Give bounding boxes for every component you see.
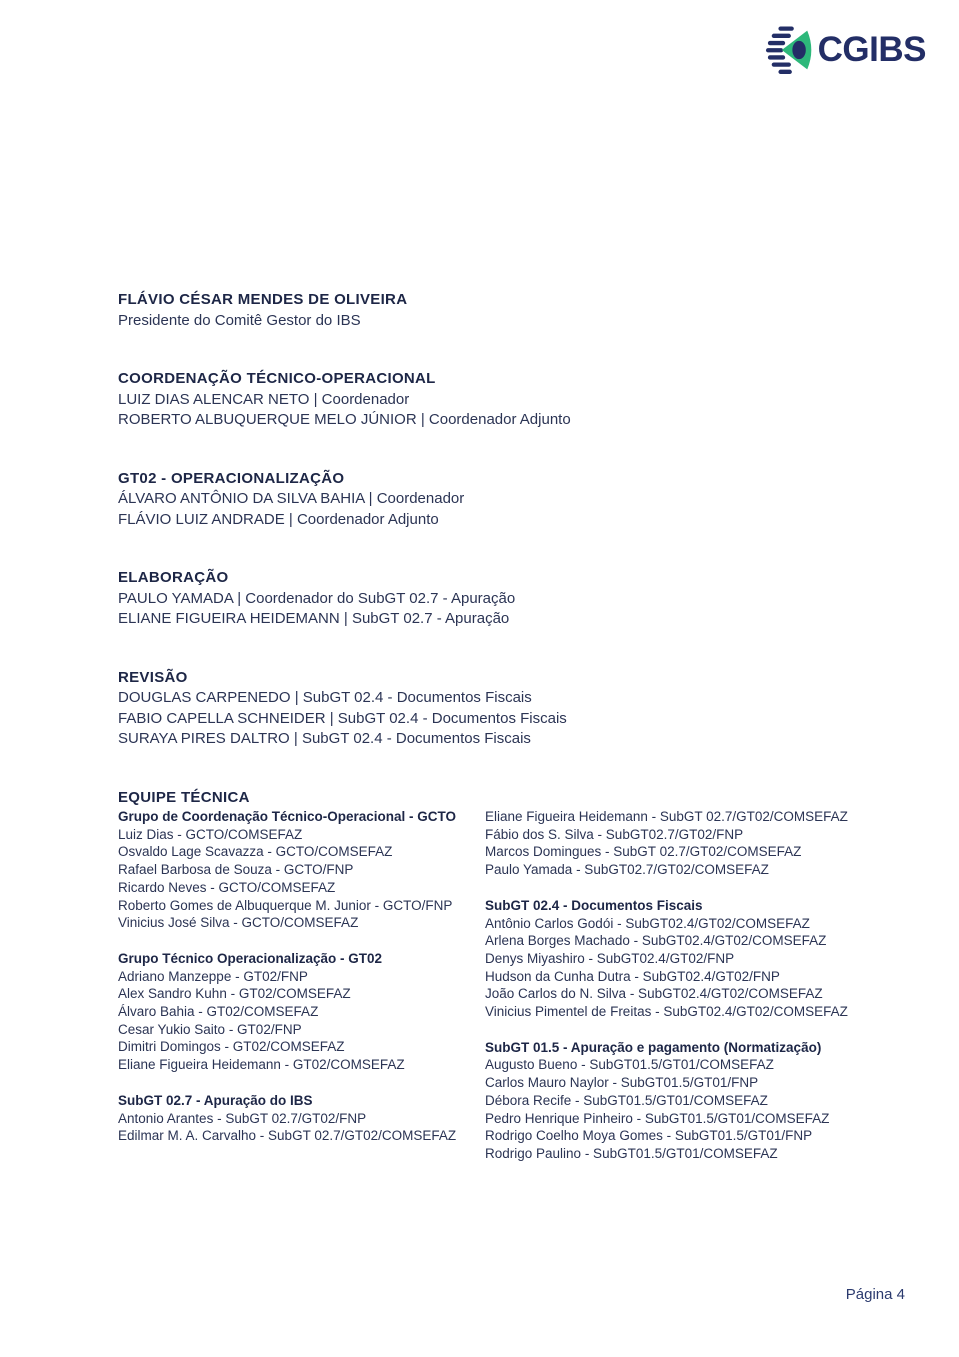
- member-line: Adriano Manzeppe - GT02/FNP: [118, 968, 308, 984]
- member-line: Vinicius Pimentel de Freitas - SubGT02.4/GT02/COMSEFAZ: [485, 1004, 848, 1020]
- member-line: Alex Sandro Kuhn - GT02/COMSEFAZ: [118, 986, 351, 1002]
- member-line: Edilmar M. A. Carvalho - SubGT 02.7/GT02/COMSEFAZ: [118, 1128, 457, 1144]
- credit-line: LUIZ DIAS ALENCAR NETO | Coordenador: [118, 390, 410, 408]
- group-title: SubGT 02.7 - Apuração do IBS: [118, 1092, 313, 1108]
- group-gcto: [118, 808, 485, 932]
- member-line: Rodrigo Coelho Moya Gomes - SubGT01.5/GT01/FNP: [485, 1128, 813, 1144]
- member-line: Ricardo Neves - GCTO/COMSEFAZ: [118, 879, 336, 895]
- member-line: Roberto Gomes de Albuquerque M. Junior - GCTO/FNP: [118, 897, 453, 913]
- section-heading: COORDENAÇÃO TÉCNICO-OPERACIONAL: [118, 370, 436, 387]
- member-line: Luiz Dias - GCTO/COMSEFAZ: [118, 826, 303, 842]
- member-line: Augusto Bueno - SubGT01.5/GT01/COMSEFAZ: [485, 1057, 774, 1073]
- member-line: Arlena Borges Machado - SubGT02.4/GT02/COMSEFAZ: [485, 933, 827, 949]
- member-line: Rafael Barbosa de Souza - GCTO/FNP: [118, 862, 354, 878]
- member-line: Paulo Yamada - SubGT02.7/GT02/COMSEFAZ: [485, 862, 769, 878]
- cgibs-logo: [765, 26, 926, 74]
- credit-line: FLÁVIO LUIZ ANDRADE | Coordenador Adjunto: [118, 510, 439, 528]
- member-line: Eliane Figueira Heidemann - SubGT 02.7/GT02/COMSEFAZ: [485, 809, 848, 824]
- member-line: Álvaro Bahia - GT02/COMSEFAZ: [118, 1004, 319, 1020]
- credit-line: ÁLVARO ANTÔNIO DA SILVA BAHIA | Coordenador: [118, 490, 465, 507]
- credit-line: SURAYA PIRES DALTRO | SubGT 02.4 - Documentos Fiscais: [118, 730, 531, 747]
- equipe-columns: [118, 808, 918, 1181]
- group-subgt-01-5: [485, 1039, 918, 1163]
- credits-content: [118, 290, 918, 1181]
- equipe-column-right: [485, 808, 918, 1181]
- credits-section-coordenacao: [118, 369, 918, 431]
- group-subgt-02-7: [118, 1092, 485, 1145]
- section-heading: GT02 - OPERACIONALIZAÇÃO: [118, 469, 345, 487]
- equipe-heading: EQUIPE TÉCNICA: [118, 788, 250, 806]
- member-line: Eliane Figueira Heidemann - GT02/COMSEFAZ: [118, 1057, 405, 1073]
- group-title: SubGT 02.4 - Documentos Fiscais: [485, 897, 703, 913]
- group-gt02: [118, 950, 485, 1074]
- group-subgt-02-4: [485, 897, 918, 1021]
- member-line: Cesar Yukio Saito - GT02/FNP: [118, 1021, 302, 1037]
- cgibs-logo-icon: [765, 26, 813, 74]
- member-line: Carlos Mauro Naylor - SubGT01.5/GT01/FNP: [485, 1075, 759, 1091]
- member-line: Fábio dos S. Silva - SubGT02.7/GT02/FNP: [485, 826, 744, 842]
- member-line: Denys Miyashiro - SubGT02.4/GT02/FNP: [485, 950, 735, 966]
- member-line: João Carlos do N. Silva - SubGT02.4/GT02/COMSEFAZ: [485, 986, 823, 1002]
- equipe-column-left: [118, 808, 485, 1181]
- credits-section-revisao: [118, 668, 918, 750]
- member-line: Osvaldo Lage Scavazza - GCTO/COMSEFAZ: [118, 844, 393, 860]
- cgibs-logo-text: CGIBS: [817, 30, 926, 69]
- member-line: Vinicius José Silva - GCTO/COMSEFAZ: [118, 915, 359, 931]
- member-line: Antônio Carlos Godói - SubGT02.4/GT02/COMSEFAZ: [485, 915, 810, 931]
- credit-line: Presidente do Comitê Gestor do IBS: [118, 311, 361, 329]
- group-title: SubGT 01.5 - Apuração e pagamento (Normatização): [485, 1039, 822, 1055]
- group-title: Grupo Técnico Operacionalização - GT02: [118, 950, 383, 966]
- credit-line: FABIO CAPELLA SCHNEIDER | SubGT 02.4 - Documentos Fiscais: [118, 709, 567, 727]
- page-number: Página 4: [845, 1286, 905, 1303]
- group-subgt-02-7-continued: [485, 808, 918, 879]
- member-line: Antonio Arantes - SubGT 02.7/GT02/FNP: [118, 1110, 367, 1126]
- member-line: Débora Recife - SubGT01.5/GT01/COMSEFAZ: [485, 1092, 768, 1108]
- credit-line: ELIANE FIGUEIRA HEIDEMANN | SubGT 02.7 - Apuração: [118, 610, 510, 627]
- credits-section-elaboracao: [118, 568, 918, 630]
- credit-line: DOUGLAS CARPENEDO | SubGT 02.4 - Documentos Fiscais: [118, 689, 532, 706]
- credits-section-gt02: [118, 469, 918, 531]
- member-line: Dimitri Domingos - GT02/COMSEFAZ: [118, 1039, 345, 1055]
- section-heading: FLÁVIO CÉSAR MENDES DE OLIVEIRA: [118, 291, 408, 308]
- member-line: Marcos Domingues - SubGT 02.7/GT02/COMSEFAZ: [485, 844, 802, 860]
- credits-section-presidente: [118, 290, 918, 331]
- member-line: Hudson da Cunha Dutra - SubGT02.4/GT02/FNP: [485, 968, 780, 984]
- member-line: Rodrigo Paulino - SubGT01.5/GT01/COMSEFAZ: [485, 1145, 778, 1161]
- credit-line: PAULO YAMADA | Coordenador do SubGT 02.7 - Apuração: [118, 589, 516, 607]
- equipe-tecnica-section: [118, 788, 918, 1181]
- section-heading: REVISÃO: [118, 668, 188, 686]
- section-heading: ELABORAÇÃO: [118, 569, 229, 586]
- member-line: Pedro Henrique Pinheiro - SubGT01.5/GT01/COMSEFAZ: [485, 1110, 830, 1126]
- credit-line: ROBERTO ALBUQUERQUE MELO JÚNIOR | Coordenador Adjunto: [118, 411, 571, 428]
- group-title: Grupo de Coordenação Técnico-Operacional - GCTO: [118, 809, 457, 824]
